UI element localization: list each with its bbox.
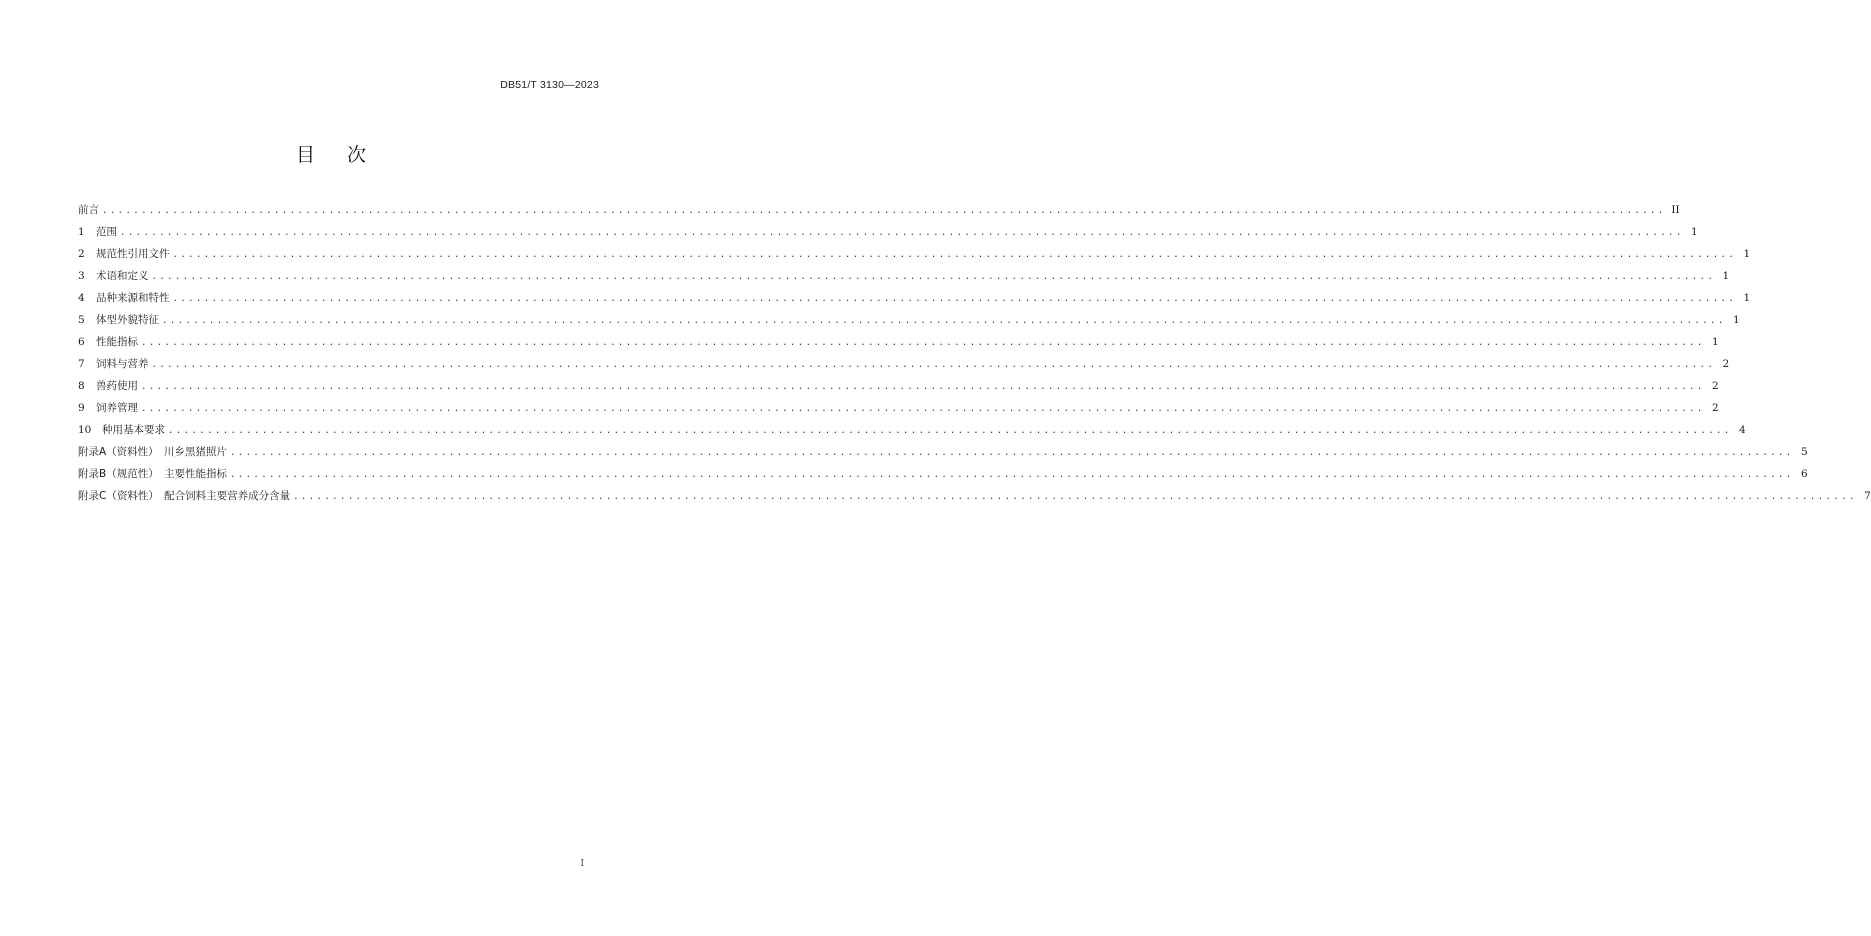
toc-entry[interactable] [78, 463, 1808, 485]
toc-entry[interactable] [78, 199, 1680, 221]
toc-entry-page: 1 [1691, 226, 1698, 238]
toc-entry-page: 1 [1733, 314, 1740, 326]
toc-entry-label [78, 485, 290, 507]
toc-leader-dots: ........................................................................................................................................................................................................ [229, 470, 1794, 480]
toc-leader-dots: ........................................................................................................................................................................................................ [293, 492, 1857, 502]
toc-entry-page: 2 [1722, 358, 1730, 370]
toc-entry[interactable] [78, 331, 1719, 353]
toc-entry-number: 9 [78, 402, 85, 414]
toc-entry[interactable] [78, 419, 1746, 441]
toc-entry-page: 1 [1743, 248, 1751, 260]
toc-entry-text: 术语和定义 [96, 270, 149, 282]
toc-entry-label [78, 419, 165, 441]
toc-leader-dots: ........................................................................................................................................................................................................ [162, 316, 1726, 326]
toc-entry-number: 10 [78, 424, 92, 436]
page-number: I [580, 859, 584, 869]
toc-entry[interactable] [78, 441, 1808, 463]
toc-entry-page: 2 [1712, 402, 1719, 414]
toc-entry-label [78, 243, 170, 265]
toc-entry[interactable] [78, 265, 1730, 287]
toc-entry-text: 附录B（规范性） 主要性能指标 [78, 468, 227, 480]
toc-leader-dots: ........................................................................................................................................................................................................ [172, 294, 1737, 304]
toc-entry-text: 饲养管理 [96, 402, 138, 414]
toc-entry-page: 2 [1712, 380, 1719, 392]
toc-entry[interactable] [78, 353, 1730, 375]
toc-entry-text: 饲料与营养 [96, 358, 149, 370]
toc-entry-page: 6 [1800, 468, 1808, 480]
toc-entry-text: 规范性引用文件 [96, 248, 170, 260]
toc-entry[interactable] [78, 375, 1719, 397]
toc-entry-label [78, 441, 227, 463]
toc-entry-page: II [1671, 204, 1680, 216]
toc-entry[interactable] [78, 243, 1751, 265]
toc-entry[interactable] [78, 485, 1871, 507]
toc-leader-dots: ........................................................................................................................................................................................................ [172, 250, 1737, 260]
toc-leader-dots: ........................................................................................................................................................................................................ [229, 448, 1794, 458]
toc-entry-text: 品种来源和特性 [96, 292, 170, 304]
toc-entry-label [78, 265, 149, 287]
toc-leader-dots: ........................................................................................................................................................................................................ [141, 404, 1705, 414]
toc-leader-dots: ........................................................................................................................................................................................................ [141, 382, 1705, 392]
toc-entry-text: 附录A（资料性） 川乡黑猪照片 [78, 446, 227, 458]
toc-entry-page: 4 [1739, 424, 1746, 436]
toc-entry-text: 兽药使用 [96, 380, 138, 392]
toc-entry[interactable] [78, 221, 1698, 243]
toc-entry-label [78, 353, 149, 375]
toc-leader-dots: ........................................................................................................................................................................................................ [120, 228, 1684, 238]
toc-entry-text: 性能指标 [96, 336, 138, 348]
toc-leader-dots: ........................................................................................................................................................................................................ [151, 272, 1716, 282]
toc-entry-text: 范围 [96, 226, 117, 238]
toc-entry[interactable] [78, 287, 1751, 309]
toc-entry-label [78, 463, 227, 485]
toc-entry-text: 前言 [78, 204, 99, 216]
toc-entry-label [78, 309, 159, 331]
toc-leader-dots: ........................................................................................................................................................................................................ [102, 206, 1666, 216]
toc-leader-dots: ........................................................................................................................................................................................................ [141, 338, 1705, 348]
toc-entry-number: 6 [78, 336, 85, 348]
toc-entry-page: 1 [1722, 270, 1730, 282]
toc-entry-page: 1 [1712, 336, 1719, 348]
toc-entry-number: 7 [78, 358, 85, 370]
page-title: 目次 [295, 144, 398, 166]
toc-entry-number: 1 [78, 226, 85, 238]
toc-entry-page: 1 [1743, 292, 1751, 304]
toc-entry-label [78, 331, 138, 353]
toc-leader-dots: ........................................................................................................................................................................................................ [151, 360, 1716, 370]
toc-entry[interactable] [78, 397, 1719, 419]
toc-entry-label [78, 199, 99, 221]
toc-entry-text: 种用基本要求 [102, 424, 165, 436]
toc-entry-number: 5 [78, 314, 85, 326]
toc-entry-text: 附录C（资料性） 配合饲料主要营养成分含量 [78, 490, 291, 502]
toc-entry-label [78, 221, 117, 243]
toc-entry-text: 体型外貌特征 [96, 314, 159, 326]
toc-entry-label [78, 397, 138, 419]
toc-entry-page: 7 [1864, 490, 1871, 502]
document-code: DB51/T 3130—2023 [500, 79, 599, 91]
toc-entry-number: 3 [78, 270, 85, 282]
toc-entry-label [78, 375, 138, 397]
toc-entry-number: 2 [78, 248, 85, 260]
toc-entry-number: 4 [78, 292, 85, 304]
toc-entry-number: 8 [78, 380, 85, 392]
table-of-contents [78, 199, 1871, 507]
toc-leader-dots: ........................................................................................................................................................................................................ [168, 426, 1732, 436]
toc-entry-label [78, 287, 170, 309]
toc-entry-page: 5 [1800, 446, 1808, 458]
toc-entry[interactable] [78, 309, 1740, 331]
